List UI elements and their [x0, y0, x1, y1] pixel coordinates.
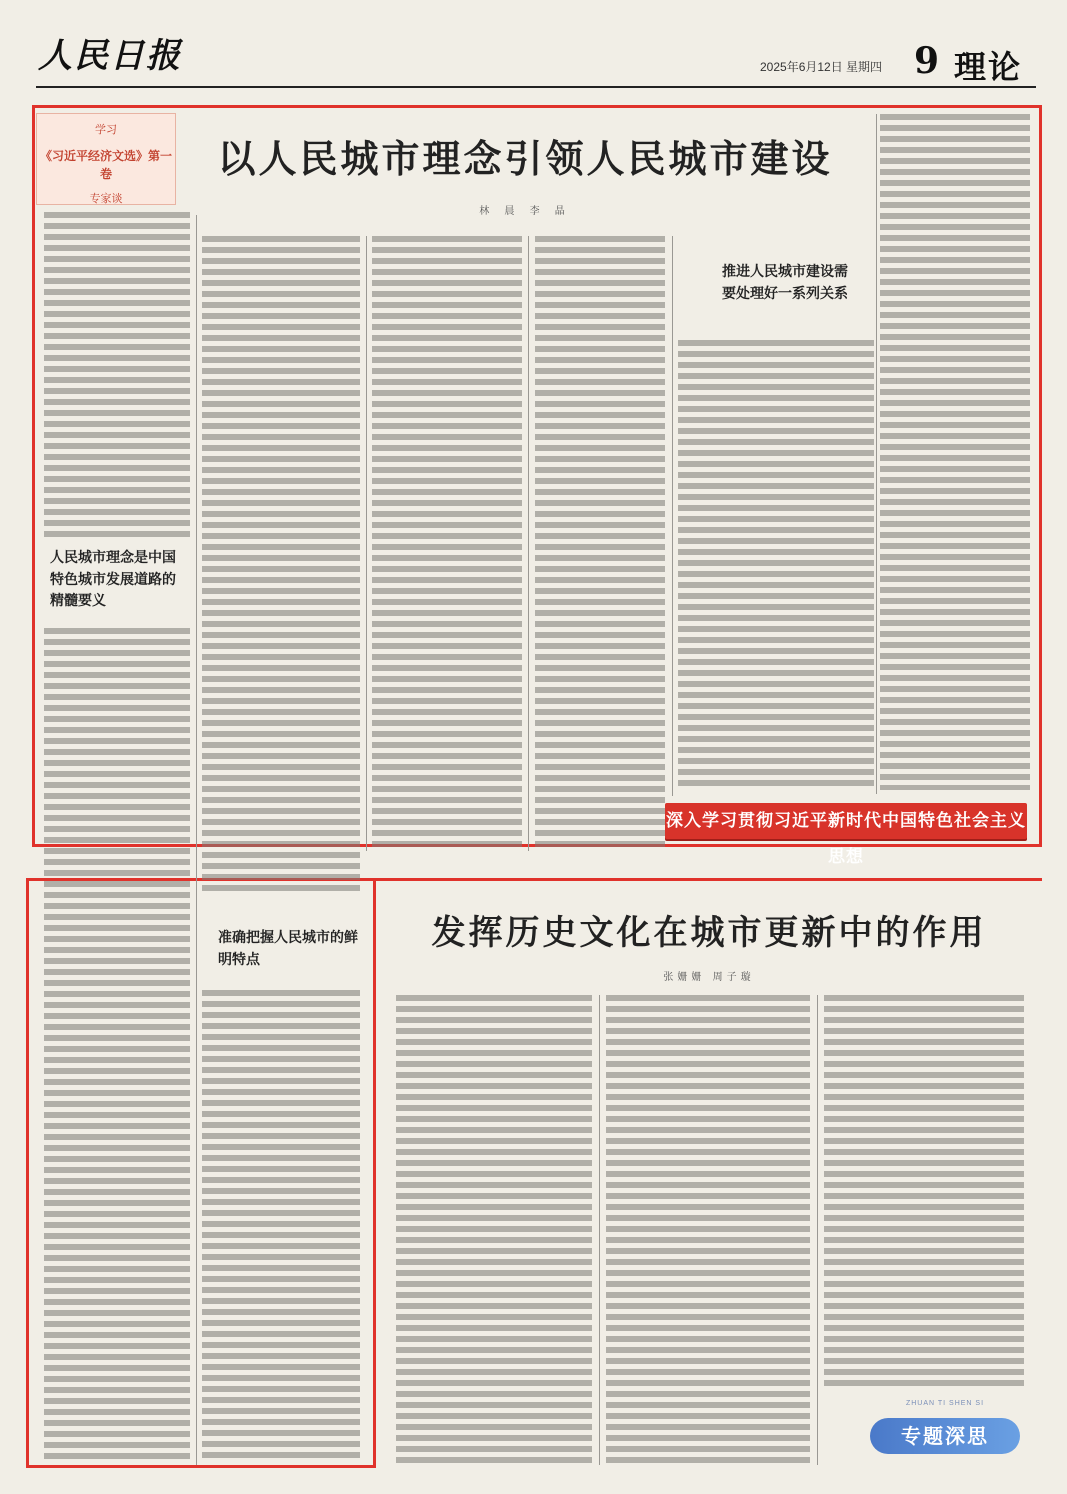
column-rule — [817, 995, 818, 1465]
article2-column-2 — [606, 995, 810, 1465]
masthead-rule — [36, 86, 1036, 88]
article1-subhead-1: 人民城市理念是中国特色城市发展道路的精髓要义 — [50, 550, 176, 610]
badge-middle: 《习近平经济文选》第一卷 — [39, 148, 172, 181]
column-rule — [196, 215, 197, 1465]
theme-banner-text: 深入学习贯彻习近平新时代中国特色社会主义思想 — [666, 811, 1026, 867]
column-rule — [599, 995, 600, 1465]
article1-column-2 — [202, 236, 360, 896]
badge-top: 学习 — [95, 123, 117, 136]
article1-column-5 — [678, 340, 874, 790]
article2-column-3 — [824, 995, 1024, 1390]
column-rule — [528, 236, 529, 851]
special-topic-text: 专题深思 — [901, 1424, 989, 1448]
article1-subhead-2: 准确把握人民城市的鲜明特点 — [218, 930, 358, 968]
column-rule — [672, 236, 673, 796]
article1-column-2b — [202, 990, 360, 1462]
theme-banner — [665, 803, 1027, 867]
article2-title: 发挥历史文化在城市更新中的作用 — [431, 913, 987, 953]
article1-title: 以人民城市理念引领人民城市建设 — [217, 136, 833, 181]
section-name: 理论 — [954, 48, 1023, 86]
article1-column-4 — [535, 236, 665, 848]
column-rule — [876, 114, 877, 794]
study-badge — [36, 113, 176, 205]
article1-column-3 — [372, 236, 522, 848]
article2-frame-top — [374, 878, 1042, 881]
badge-bottom: 专家谈 — [89, 191, 123, 205]
column-rule — [366, 236, 367, 851]
article1-subhead-3: 推进人民城市建设需要处理好一系列关系 — [722, 264, 848, 302]
article1-column-1b — [44, 628, 190, 1463]
article1-column-1 — [44, 212, 190, 542]
article1-authors: 林 晨 李 晶 — [479, 206, 571, 217]
article2-column-1 — [396, 995, 592, 1465]
special-topic-en: ZHUAN TI SHEN SI — [905, 1400, 985, 1407]
article2-authors: 张姗姗 周子璇 — [663, 972, 755, 983]
newspaper-logo: 人民日报 — [38, 36, 182, 76]
article1-column-6 — [880, 114, 1030, 790]
page-number: 9 — [914, 40, 940, 82]
special-topic-label — [870, 1418, 1020, 1454]
issue-date: 2025年6月12日 星期四 — [760, 60, 883, 74]
